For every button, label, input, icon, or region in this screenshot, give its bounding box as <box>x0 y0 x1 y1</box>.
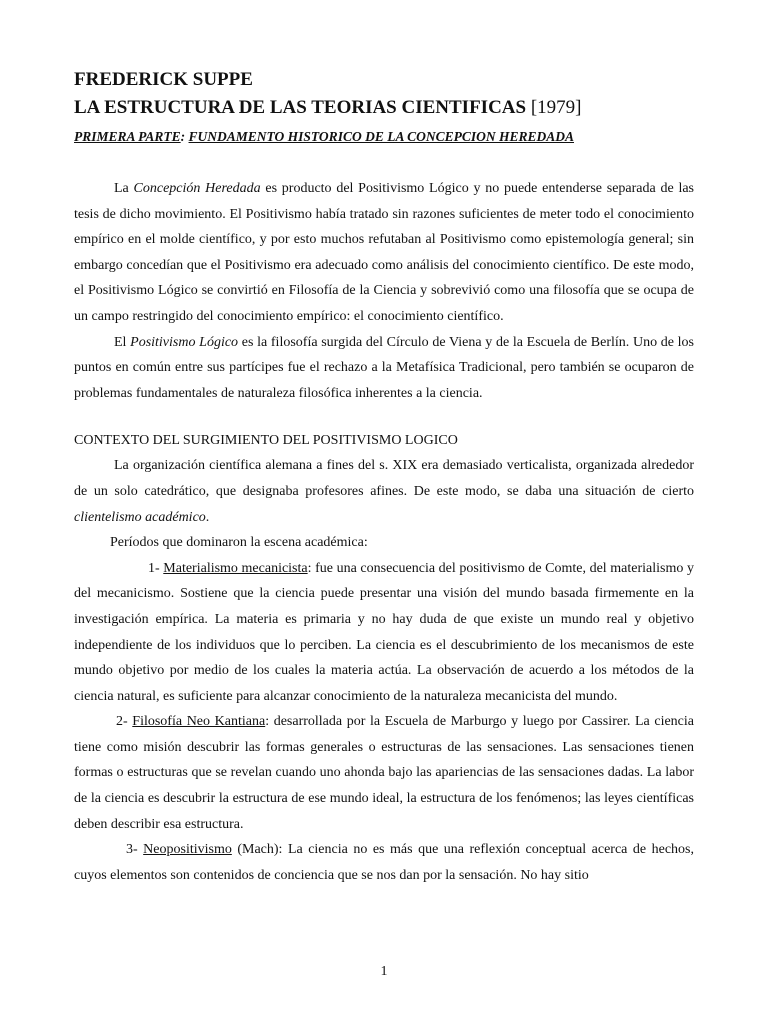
p3-post: . <box>205 509 210 525</box>
item-2-text: : desarrollada por la Escuela de Marburgo y luego por Cassirer. La ciencia tiene como misión descubrir las formas generales o estructuras de las sensaciones. Las sensaciones tienen formas o estructuras que se revelan cuando uno ahonda bajo las apariencias de las sensaciones dadas. La labor de la ciencia es descubrir la estructura de ese mundo ideal, la estructura de los fenómenos; las leyes científicas deben describir esa estructura. <box>74 714 694 832</box>
title-year: [1979] <box>530 97 582 118</box>
p1-post: es producto del Positivismo Lógico y no puede entenderse separada de las tesis de dicho movimiento. El Positivismo había tratado sin razones suficientes de meter todo el conocimiento empírico en el molde científico, y por esto muchos refutaban al Positivismo como epistemología general; sin embargo concedían que el Positivismo era adecuado como análisis del conocimiento científico. De este modo, el Positivismo Lógico se convirtió en Filosofía de la Ciencia y sobrevivió como una filosofía que se ocupa de un campo restringido del conocimiento empírico: el conocimiento científico. <box>74 181 694 324</box>
title-heading <box>74 94 694 122</box>
item-1-text: : fue una consecuencia del positivismo de Comte, del materialismo y del mecanicismo. Sostiene que la ciencia puede presentar una visión del mundo basada firmemente en la investigación empírica. La materia es primaria y no hay duda de que existe un mundo real y objetivo independiente de los individuos que lo perciben. La ciencia es el descubrimiento de los mecanismos de este mundo objetivo por medio de los cuales la materia actúa. La observación de acuerdo a los métodos de la ciencia natural, es suficiente para alcanzar conocimiento de la naturaleza mecanicista del mundo. <box>74 560 694 704</box>
paragraph-2 <box>74 330 694 407</box>
author-heading: FREDERICK SUPPE <box>74 69 253 90</box>
title-text: LA ESTRUCTURA DE LAS TEORIAS CIENTIFICAS <box>74 97 527 118</box>
p2-emphasis: Positivismo Lógico <box>130 334 239 350</box>
p2-pre: El <box>114 334 131 350</box>
item-1-term: Materialismo mecanicista <box>163 560 308 576</box>
p3-emphasis: clientelismo académico <box>74 509 206 525</box>
section-heading: CONTEXTO DEL SURGIMIENTO DEL POSITIVISMO LOGICO <box>74 433 458 449</box>
item-3-number: 3- <box>126 842 144 858</box>
item-3-term: Neopositivismo <box>143 842 232 858</box>
paragraph-1 <box>74 176 694 330</box>
document-page <box>74 66 694 888</box>
paragraph-4: Períodos que dominaron la escena académica: <box>110 535 368 551</box>
item-3-text: (Mach): La ciencia no es más que una reflexión conceptual acerca de hechos, cuyos elementos son contenidos de conciencia que se nos dan por la sensación. No hay sitio <box>74 842 694 883</box>
paragraph-3 <box>74 453 694 530</box>
page-number: 1 <box>380 964 388 979</box>
p2-post: es la filosofía surgida del Círculo de Viena y de la Escuela de Berlín. Uno de los puntos en común entre sus partícipes fue el rechazo a la Metafísica Tradicional, pero también se ocuparon de problemas fundamentales de naturaleza filosófica inherentes a la ciencia. <box>74 334 694 401</box>
list-item-1 <box>74 556 694 710</box>
item-2-term: Filosofía Neo Kantiana <box>132 714 266 730</box>
part-label: PRIMERA PARTE <box>74 129 181 144</box>
p3-pre: La organización científica alemana a fines del s. XIX era demasiado verticalista, organizada alrededor de un solo catedrático, que designaba profesores afines. De este modo, se daba una situación de cierto <box>74 458 694 499</box>
list-item-2 <box>74 709 694 837</box>
part-heading <box>74 126 694 148</box>
list-item-3 <box>74 837 694 888</box>
part-sep: : <box>180 129 189 144</box>
item-2-number: 2- <box>116 714 133 730</box>
part-title: FUNDAMENTO HISTORICO DE LA CONCEPCION HEREDADA <box>188 129 574 144</box>
p1-pre: La <box>114 181 134 196</box>
item-1-number: 1- <box>148 560 164 576</box>
p1-emphasis: Concepción Heredada <box>133 181 261 196</box>
